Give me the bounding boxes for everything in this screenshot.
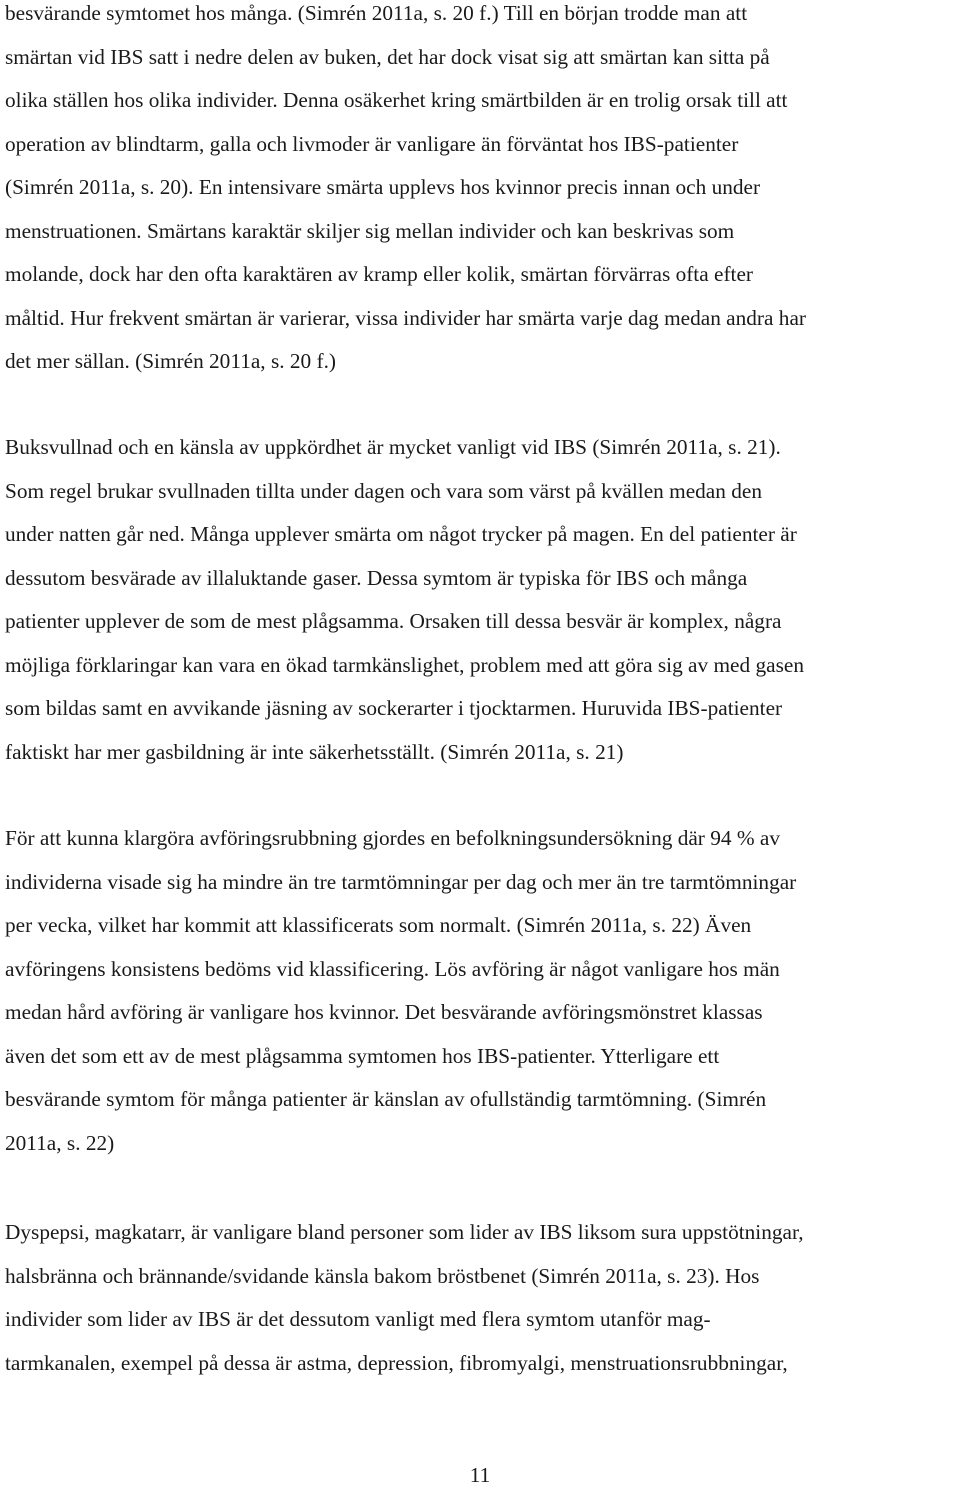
text-line: besvärande symtomet hos många. (Simrén 2011a, s. 20 f.) Till en början trodde man att [5, 1, 748, 25]
text-line: menstruationen. Smärtans karaktär skiljer sig mellan individer och kan beskrivas som [5, 218, 735, 243]
text-line: molande, dock har den ofta karaktären av kramp eller kolik, smärtan förvärras ofta efter [5, 262, 754, 286]
text-line: besvärande symtom för många patienter är känslan av ofullständig tarmtömning. (Simrén [5, 1087, 767, 1111]
text-line: det mer sällan. (Simrén 2011a, s. 20 f.) [5, 349, 337, 373]
text-line: möjliga förklaringar kan vara en ökad tarmkänslighet, problem med att göra sig av med gasen [5, 652, 804, 677]
text-line: (Simrén 2011a, s. 20). En intensivare smärta upplevs hos kvinnor precis innan och under [5, 175, 761, 199]
paragraph-bloating [5, 426, 804, 774]
text-line: patienter upplever de som de mest plågsamma. Orsaken till dessa besvär är komplex, några [5, 609, 782, 633]
text-line: operation av blindtarm, galla och livmoder är vanligare än förväntat hos IBS-patienter [5, 131, 739, 156]
text-line: under natten går ned. Många upplever smärta om något trycker på magen. En del patienter är [5, 522, 797, 546]
text-line: halsbränna och brännande/svidande känsla bakom bröstbenet (Simrén 2011a, s. 23). Hos [5, 1263, 760, 1288]
text-line: medan hård avföring är vanligare hos kvinnor. Det besvärande avföringsmönstret klassas [5, 1000, 763, 1024]
paragraph-bowel-habits [5, 817, 796, 1165]
text-line: avföringens konsistens bedöms vid klassificering. Lös avföring är något vanligare hos män [5, 956, 780, 981]
text-line: individer som lider av IBS är det dessutom vanligt med flera symtom utanför mag- [5, 1307, 711, 1331]
paragraph-pain [5, 0, 806, 384]
paragraph-dyspepsia [5, 1211, 804, 1385]
text-line: 2011a, s. 22) [5, 1130, 115, 1155]
text-line: Buksvullnad och en känsla av uppkördhet är mycket vanligt vid IBS (Simrén 2011a, s. 21). [5, 435, 781, 459]
text-line: måltid. Hur frekvent smärtan är varierar, vissa individer har smärta varje dag medan andra har [5, 305, 806, 330]
text-line: smärtan vid IBS satt i nedre delen av buken, det har dock visat sig att smärtan kan sitta på [5, 44, 770, 69]
text-line: faktiskt har mer gasbildning är inte säkerhetsställt. (Simrén 2011a, s. 21) [5, 739, 624, 764]
text-line: Dyspepsi, magkatarr, är vanligare bland personer som lider av IBS liksom sura uppstötningar, [5, 1220, 804, 1244]
text-line: dessutom besvärade av illaluktande gaser. Dessa symtom är typiska för IBS och många [5, 565, 748, 590]
text-line: olika ställen hos olika individer. Denna osäkerhet kring smärtbilden är en trolig orsak till att [5, 88, 788, 112]
text-line: Som regel brukar svullnaden tillta under dagen och vara som värst på kvällen medan den [5, 478, 762, 503]
text-line: För att kunna klargöra avföringsrubbning gjordes en befolkningsundersökning där 94 % av [5, 826, 781, 850]
text-line: per vecka, vilket har kommit att klassificerats som normalt. (Simrén 2011a, s. 22) Även [5, 913, 752, 937]
page-number: 11 [469, 1463, 491, 1487]
text-line: tarmkanalen, exempel på dessa är astma, depression, fibromyalgi, menstruationsrubbningar, [5, 1350, 788, 1375]
text-line: individerna visade sig ha mindre än tre tarmtömningar per dag och mer än tre tarmtömningar [5, 869, 797, 894]
text-line: som bildas samt en avvikande jäsning av sockerarter i tjocktarmen. Huruvida IBS-patienter [5, 696, 783, 720]
text-line: även det som ett av de mest plågsamma symtomen hos IBS-patienter. Ytterligare ett [5, 1043, 720, 1068]
